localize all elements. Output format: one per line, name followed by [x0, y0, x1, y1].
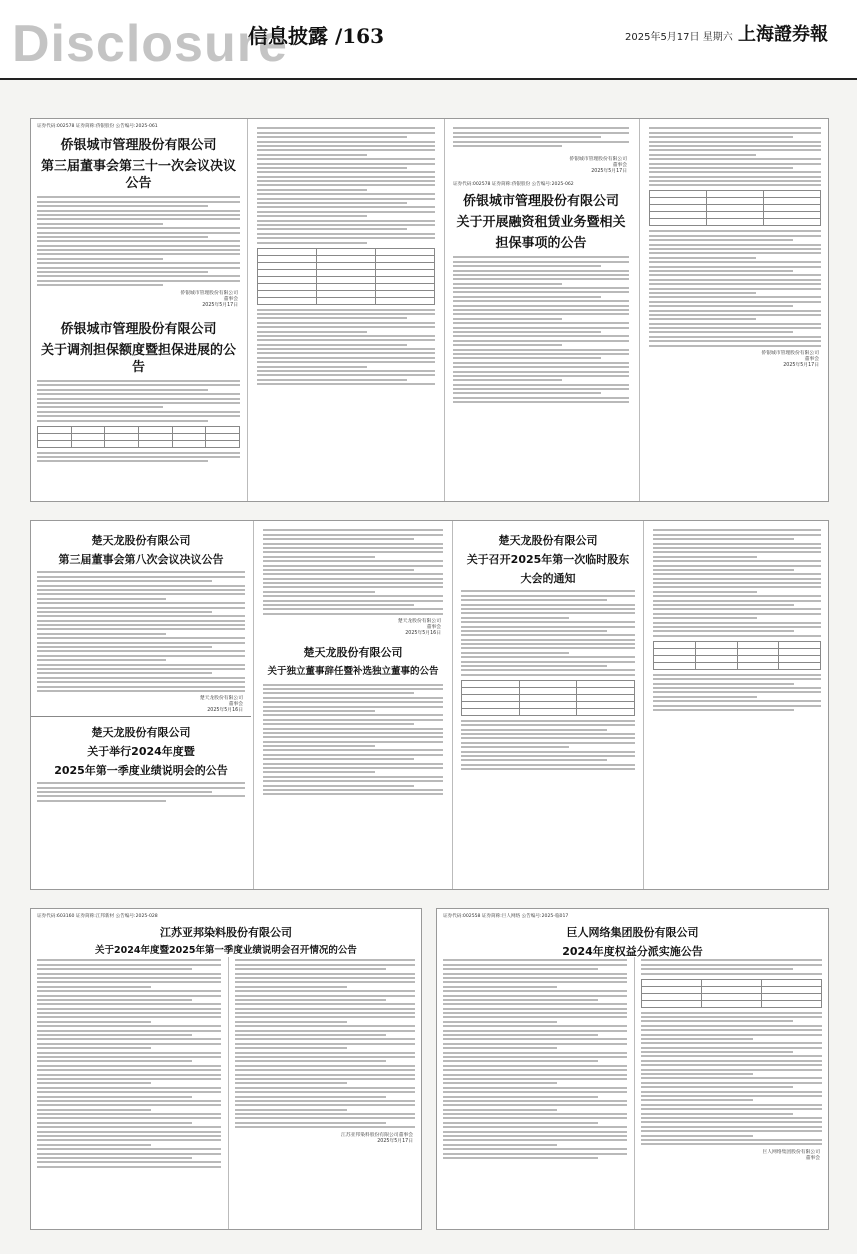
announcement-title: 2025年第一季度业绩说明会的公告	[54, 763, 228, 777]
finance-table	[649, 190, 821, 226]
announcement-meta: 证券代码:002578 证券简称:侨银股份 公告编号:2025-061	[37, 124, 158, 129]
announcement-title: 关于2024年度暨2025年第一季度业绩说明会召开情况的公告	[95, 945, 357, 956]
announcement-title: 侨银城市管理股份有限公司	[60, 138, 217, 153]
signature-board: 董事会	[805, 1155, 820, 1161]
signature-board: 董事会	[612, 162, 627, 168]
signature-company: 江苏亚邦染料股份有限公司董事会	[341, 1132, 413, 1138]
section-title: 信息披露 /163	[248, 24, 385, 48]
announcement-title: 关于开展融资租赁业务暨相关	[456, 214, 626, 230]
announcement-title: 关于召开2025年第一次临时股东	[466, 553, 630, 566]
announcement-title: 楚天龙股份有限公司	[91, 534, 191, 547]
announcement-title: 楚天龙股份有限公司	[303, 646, 403, 660]
announcement-title: 2024年度权益分派实施公告	[562, 945, 703, 958]
announcement-panel-qiaoyin	[30, 118, 829, 502]
signature-date: 2025年5月17日	[202, 302, 238, 308]
announcement-meta: 证券代码:603160 证券简称:江邦新材 公告编号:2025-028	[37, 914, 158, 919]
proxy-vote-table	[653, 641, 821, 670]
signature-date: 2025年5月17日	[591, 168, 627, 174]
announcement-title: 关于独立董事辞任暨补选独立董事的公告	[267, 666, 439, 678]
signature-date: 2025年5月16日	[207, 708, 243, 714]
signature-date: 2025年5月16日	[405, 631, 441, 637]
issue-date: 2025年5月17日 星期六	[625, 32, 733, 43]
announcement-title: 巨人网络集团股份有限公司	[566, 926, 699, 939]
announcement-title: 担保事项的公告	[495, 235, 587, 251]
announcement-panel-yabang	[30, 908, 422, 1230]
finance-table	[257, 248, 435, 305]
signature-board: 董事会	[426, 625, 441, 631]
announcement-title: 楚天龙股份有限公司	[91, 725, 191, 739]
announcement-title: 第三届董事会第三十一次会议决议公告	[40, 159, 236, 191]
signature-date: 2025年5月17日	[783, 363, 819, 369]
newspaper-logo: 上海證券報	[738, 24, 828, 45]
signature-board: 董事会	[228, 702, 243, 708]
announcement-meta: 证券代码:002578 证券简称:侨银股份 公告编号:2025-062	[453, 181, 574, 187]
guarantee-table	[37, 426, 240, 448]
proposal-table	[461, 680, 635, 716]
announcement-title: 江苏亚邦染料股份有限公司	[160, 926, 292, 939]
signature-company: 侨银城市管理股份有限公司	[569, 156, 627, 162]
announcement-panel-giant	[436, 908, 829, 1230]
announcement-title: 关于举行2024年度暨	[87, 744, 195, 758]
signature-company: 侨银城市管理股份有限公司	[761, 351, 819, 357]
signature-date: 2025年5月17日	[377, 1138, 413, 1144]
signature-company: 楚天龙股份有限公司	[397, 619, 441, 625]
signature-company: 侨银城市管理股份有限公司	[180, 290, 238, 296]
signature-board: 董事会	[804, 357, 819, 363]
announcement-title: 关于调剂担保额度暨担保进展的公告	[40, 342, 236, 375]
announcement-title: 楚天龙股份有限公司	[498, 534, 598, 547]
section-brand: Disclosure	[12, 15, 288, 73]
signature-board: 董事会	[223, 296, 238, 302]
page-header	[0, 0, 857, 80]
announcement-meta: 证券代码:002558 证券简称:巨人网络 公告编号:2025-临017	[443, 914, 569, 919]
signature-company: 巨人网络集团股份有限公司	[762, 1149, 820, 1155]
announcement-title: 大会的通知	[520, 572, 576, 585]
announcement-panel-chutianlong	[30, 520, 829, 890]
announcement-title: 侨银城市管理股份有限公司	[60, 321, 217, 337]
dividend-table	[641, 979, 822, 1008]
announcement-title: 侨银城市管理股份有限公司	[462, 193, 619, 209]
signature-company: 楚天龙股份有限公司	[199, 696, 243, 702]
announcement-title: 第三届董事会第八次会议决议公告	[58, 553, 224, 566]
